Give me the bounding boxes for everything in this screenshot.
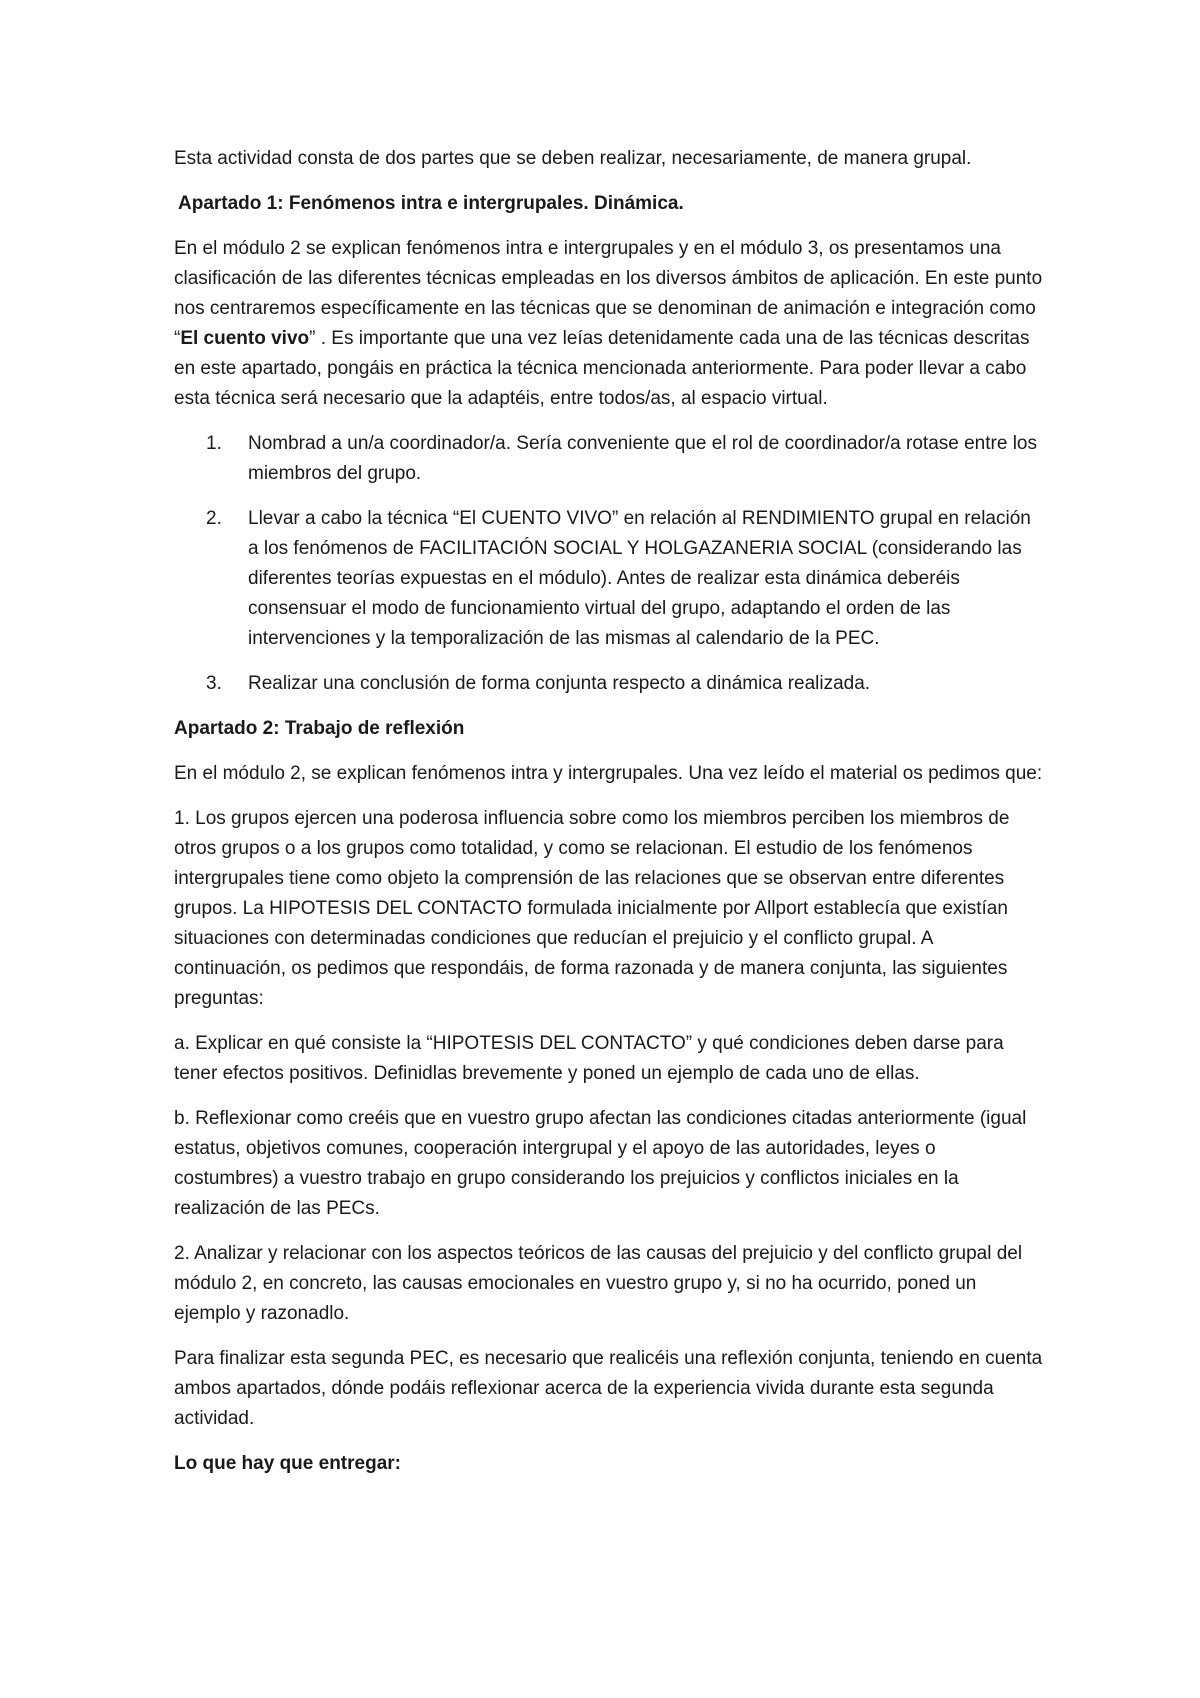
list-item — [174, 429, 1044, 489]
section2-heading: Apartado 2: Trabajo de reflexión — [174, 718, 465, 739]
list-item-number: 3. — [206, 673, 222, 694]
section2-question-a: a. Explicar en qué consiste la “HIPOTESIS DEL CONTACTO” y qué condiciones deben darse para tener efectos positivos. Definidlas brevemente y poned un ejemplo de cada uno de ellas. — [174, 1033, 1004, 1084]
section1-paragraph-part-b: ” . Es importante que una vez leías detenidamente cada una de las técnicas descritas en este apartado, pongáis en práctica la técnica mencionada anteriormente. Para poder llevar a cabo esta técnica será necesario que la adaptéis, entre todos/as, al espacio virtual. — [174, 328, 1030, 409]
intro-paragraph: Esta actividad consta de dos partes que se deben realizar, necesariamente, de manera grupal. — [174, 148, 972, 169]
section2-question-1: 1. Los grupos ejercen una poderosa influencia sobre como los miembros perciben los miembros de otros grupos o a los grupos como totalidad, y como se relacionan. El estudio de los fenómenos intergrupales tiene como objeto la comprensión de las relaciones que se observan entre diferentes grupos. La HIPOTESIS DEL CONTACTO formulada inicialmente por Allport establecía que existían situaciones con determinadas condiciones que reducían el prejuicio y el conflicto grupal. A continuación, os pedimos que respondáis, de forma razonada y de manera conjunta, las siguientes preguntas: — [174, 808, 1010, 1009]
list-item-text: Nombrad a un/a coordinador/a. Sería conveniente que el rol de coordinador/a rotase entre los miembros del grupo. — [248, 433, 1037, 484]
deliverables-heading: Lo que hay que entregar: — [174, 1453, 401, 1474]
section1-paragraph-part-a: En el módulo 2 se explican fenómenos intra e intergrupales y en el módulo 3, os presentamos una clasificación de las diferentes técnicas empleadas en los diversos ámbitos de aplicación. En este punto nos centraremos específicamente en las técnicas que se denominan de animación e integración como “ — [174, 238, 1043, 349]
list-item — [174, 669, 1044, 699]
section1-steps-list — [174, 429, 1044, 699]
list-item-text: Realizar una conclusión de forma conjunta respecto a dinámica realizada. — [248, 673, 871, 694]
section2-question-2: 2. Analizar y relacionar con los aspectos teóricos de las causas del prejuicio y del conflicto grupal del módulo 2, en concreto, las causas emocionales en vuestro grupo y, si no ha ocurrido, poned un ejemplo y razonadlo. — [174, 1243, 1023, 1324]
list-item-number: 1. — [206, 433, 222, 454]
document-page — [174, 144, 1044, 1494]
section2-intro-paragraph: En el módulo 2, se explican fenómenos intra y intergrupales. Una vez leído el material os pedimos que: — [174, 763, 1043, 784]
section2-question-b: b. Reflexionar como creéis que en vuestro grupo afectan las condiciones citadas anteriormente (igual estatus, objetivos comunes, cooperación intergrupal y el apoyo de las autoridades, leyes o costumbres) a vuestro trabajo en grupo considerando los prejuicios y conflictos iniciales en la realización de las PECs. — [174, 1108, 1027, 1219]
list-item-text: Llevar a cabo la técnica “El CUENTO VIVO” en relación al RENDIMIENTO grupal en relación a los fenómenos de FACILITACIÓN SOCIAL Y HOLGAZANERIA SOCIAL (considerando las diferentes teorías expuestas en el módulo). Antes de realizar esta dinámica deberéis consensuar el modo de funcionamiento virtual del grupo, adaptando el orden de las intervenciones y la temporalización de las mismas al calendario de la PEC. — [248, 508, 1031, 649]
section2-closing-paragraph: Para finalizar esta segunda PEC, es necesario que realicéis una reflexión conjunta, teniendo en cuenta ambos apartados, dónde podáis reflexionar acerca de la experiencia vivida durante esta segunda actividad. — [174, 1348, 1043, 1429]
section1-technique-name: El cuento vivo — [180, 328, 310, 349]
list-item — [174, 504, 1044, 654]
section1-heading: Apartado 1: Fenómenos intra e intergrupales. Dinámica. — [178, 193, 684, 214]
section1-paragraph — [174, 234, 1044, 414]
list-item-number: 2. — [206, 508, 222, 529]
